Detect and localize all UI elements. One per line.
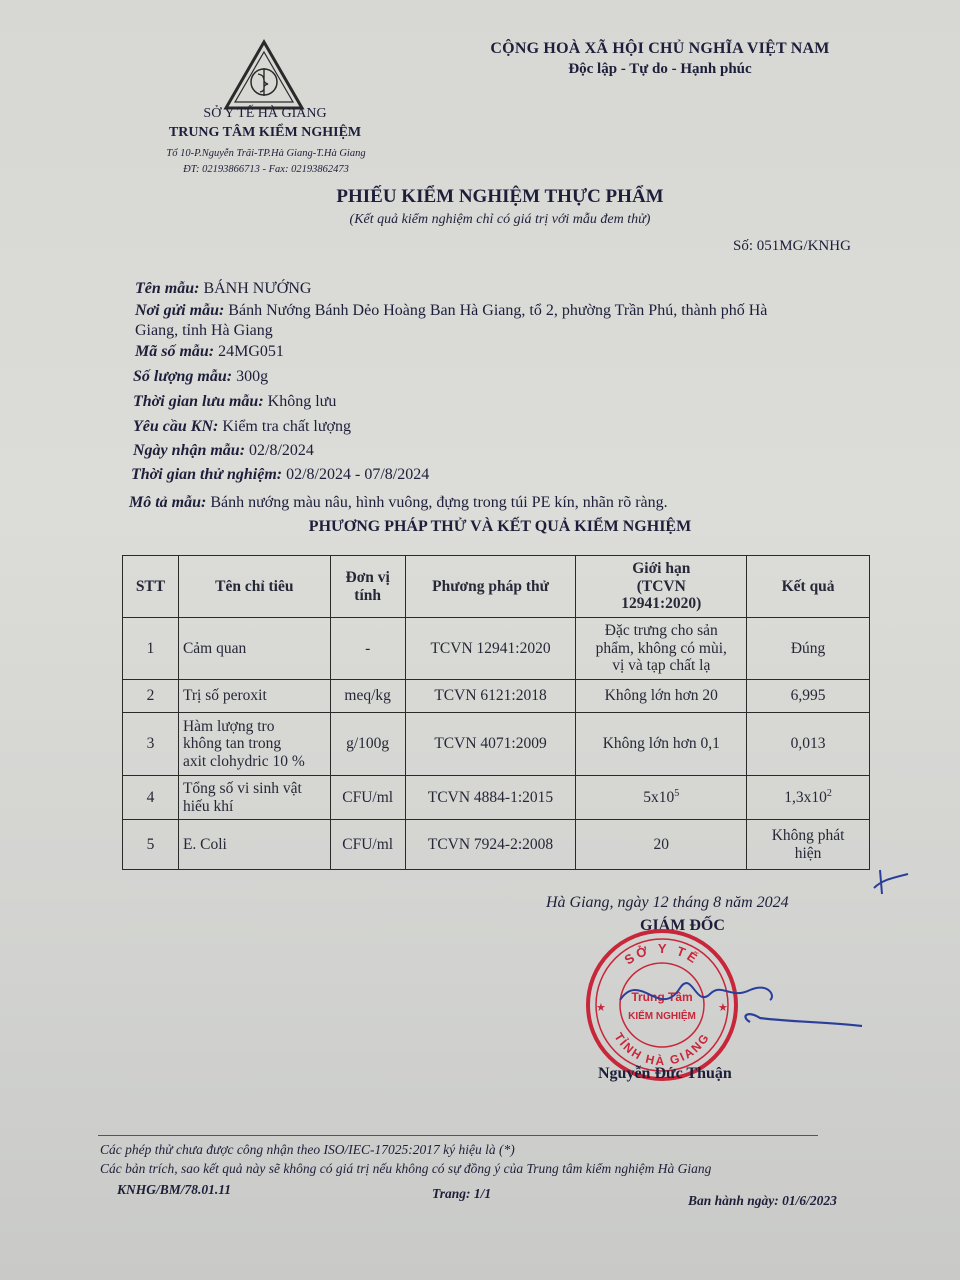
agency-name: SỞ Y TẾ HÀ GIANG [203, 106, 327, 121]
field-label: Nơi gửi mẫu: [135, 302, 225, 319]
pen-mark-icon [868, 860, 928, 900]
svg-text:★: ★ [718, 1002, 728, 1014]
results-heading: PHƯƠNG PHÁP THỬ VÀ KẾT QUẢ KIỂM NGHIỆM [308, 518, 692, 535]
field-label: Số lượng mẫu: [133, 368, 233, 385]
table-row: 3 Hàm lượng tro không tan trong axit clohydric 10 % g/100g TCVN 4071:2009 Không lớn hơn 0,1 0,013 [123, 713, 870, 776]
field-test-period [131, 466, 429, 484]
field-label: Yêu cầu KN: [133, 418, 219, 435]
signer-name: Nguyễn Đức Thuận [598, 1065, 732, 1082]
field-label: Mã số mẫu: [135, 343, 215, 360]
field-value: Không lưu [267, 393, 337, 410]
field-value: 300g [236, 368, 269, 385]
results-table [122, 555, 870, 870]
field-quantity [133, 368, 268, 386]
field-label: Thời gian lưu mẫu: [133, 393, 264, 410]
field-received [133, 442, 314, 460]
field-label: Tên mẫu: [135, 280, 200, 297]
document-subtitle: (Kết quả kiểm nghiệm chỉ có giá trị với mẫu đem thử) [349, 212, 651, 227]
footer-note-copy: Các bản trích, sao kết quả này sẽ không có giá trị nếu không có sự đồng ý của Trung tâm kiểm nghiệm Hà Giang [100, 1161, 712, 1176]
center-address: Tổ 10-P.Nguyễn Trãi-TP.Hà Giang-T.Hà Giang [166, 148, 366, 159]
footer-note-iso: Các phép thử chưa được công nhận theo ISO/IEC-17025:2017 ký hiệu là (*) [100, 1142, 515, 1157]
svg-text:Trung Tâm: Trung Tâm [631, 990, 693, 1004]
field-storage [133, 393, 336, 411]
table-header-row [123, 556, 870, 618]
center-phone-fax: ĐT: 02193866713 - Fax: 02193862473 [183, 164, 349, 175]
field-request [133, 418, 351, 436]
field-value: BÁNH NƯỚNG [203, 280, 312, 297]
national-motto: Độc lập - Tự do - Hạnh phúc [568, 61, 752, 77]
col-name: Tên chỉ tiêu [178, 556, 330, 618]
footer-divider [98, 1135, 818, 1136]
field-value: 02/8/2024 - 07/8/2024 [286, 466, 430, 483]
signature-title: GIÁM ĐỐC [640, 917, 725, 934]
field-label: Thời gian thử nghiệm: [131, 466, 283, 483]
svg-text:KIỂM NGHIỆM: KIỂM NGHIỆM [628, 1011, 696, 1022]
field-sender-cont: Giang, tỉnh Hà Giang [135, 322, 273, 339]
signature-place-date: Hà Giang, ngày 12 tháng 8 năm 2024 [546, 894, 789, 911]
footer-form-code: KNHG/BM/78.01.11 [117, 1182, 232, 1197]
field-label: Mô tả mẫu: [129, 494, 207, 511]
svg-text:★: ★ [596, 1002, 606, 1014]
table-row: 1 Cảm quan - TCVN 12941:2020 Đặc trưng cho sản phẩm, không có mùi, vị và tạp chất lạ Đúng [123, 618, 870, 680]
footer-issued-date: Ban hành ngày: 01/6/2023 [688, 1193, 837, 1208]
col-result: Kết quả [747, 556, 870, 618]
field-sample-name [135, 280, 311, 298]
field-value: Bánh nướng màu nâu, hình vuông, đựng trong túi PE kín, nhãn rõ ràng. [210, 494, 668, 511]
table-row: 5 E. Coli CFU/ml TCVN 7924-2:2008 20 Không phát hiện [123, 820, 870, 870]
handwritten-signature [600, 960, 870, 1040]
col-limit: Giới hạn (TCVN 12941:2020) [576, 556, 747, 618]
col-method: Phương pháp thử [405, 556, 576, 618]
field-value: 02/8/2024 [249, 442, 314, 459]
field-description [129, 494, 668, 512]
col-stt: STT [123, 556, 179, 618]
field-value: 24MG051 [218, 343, 284, 360]
center-name: TRUNG TÂM KIỂM NGHIỆM [168, 125, 362, 140]
field-value: Kiểm tra chất lượng [222, 418, 351, 435]
col-unit: Đơn vị tính [330, 556, 405, 618]
footer-page: Trang: 1/1 [432, 1186, 492, 1201]
document-title: PHIẾU KIỂM NGHIỆM THỰC PHẨM [336, 186, 664, 207]
field-sender [135, 302, 767, 320]
table-row: 4 Tổng số vi sinh vật hiếu khí CFU/ml TCVN 4884-1:2015 $5x10^5$ $1,3x10^2$ [123, 776, 870, 820]
field-label: Ngày nhận mẫu: [133, 442, 246, 459]
field-value: Bánh Nướng Bánh Dẻo Hoàng Ban Hà Giang, tổ 2, phường Trần Phú, thành phố Hà [228, 302, 768, 319]
svg-text:SỞ Y TẾ: SỞ Y TẾ [621, 940, 703, 968]
svg-text:TỈNH HÀ GIANG: TỈNH HÀ GIANG [611, 1030, 713, 1069]
table-row: 2 Trị số peroxit meq/kg TCVN 6121:2018 Không lớn hơn 20 6,995 [123, 680, 870, 713]
center-logo [222, 38, 306, 114]
national-title: CỘNG HOÀ XÃ HỘI CHỦ NGHĨA VIỆT NAM [490, 40, 830, 57]
document-number: Số: 051MG/KNHG [733, 238, 851, 254]
field-sample-code [135, 343, 284, 361]
